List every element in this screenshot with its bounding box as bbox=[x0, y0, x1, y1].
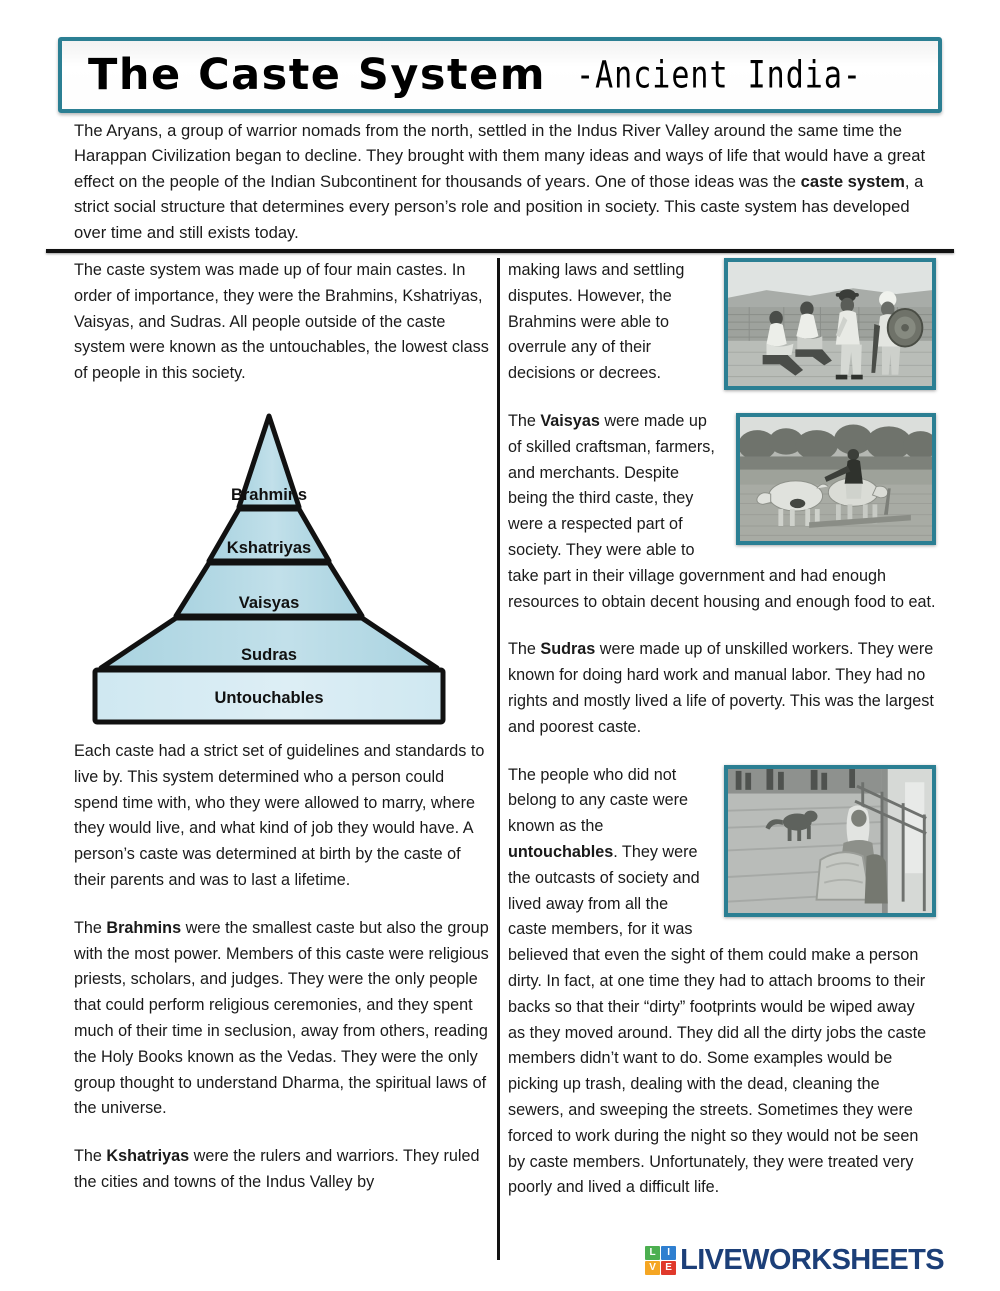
photo-vaisyas-farmer-oxen bbox=[736, 413, 936, 545]
horizontal-divider bbox=[46, 249, 954, 253]
sudras-bold-term: Sudras bbox=[540, 640, 596, 659]
vaisyas-bold-term: Vaisyas bbox=[540, 411, 600, 430]
caste-pyramid-diagram bbox=[86, 409, 451, 729]
logo-square-v: V bbox=[645, 1261, 660, 1275]
right-sudras-paragraph bbox=[508, 637, 936, 740]
untouchables-lead-text: The people who did not belong to any caste were known as the bbox=[508, 765, 688, 836]
vaisyas-lead-text: The bbox=[508, 411, 541, 430]
liveworksheets-logo-squares bbox=[645, 1246, 676, 1275]
logo-square-l: L bbox=[645, 1246, 660, 1260]
title-banner bbox=[58, 37, 942, 113]
left-kshatriyas-paragraph bbox=[74, 1144, 492, 1196]
intro-text-part2: , a strict social structure that determines every person’s role and position in society. This caste system has developed over time and still exists today. bbox=[74, 171, 924, 242]
pyramid-label-untouchables: Untouchables bbox=[214, 688, 324, 707]
liveworksheets-wordmark: LIVEWORKSHEETS bbox=[680, 1243, 944, 1276]
sudras-lead-text: The bbox=[508, 640, 541, 659]
pyramid-label-vaisyas: Vaisyas bbox=[238, 593, 300, 612]
brahmins-lead-text: The bbox=[74, 918, 107, 937]
pyramid-label-kshatriyas: Kshatriyas bbox=[226, 538, 312, 557]
page-title: The Caste System bbox=[88, 49, 547, 100]
brahmins-body-text: were the smallest caste but also the group with the most power. Members of this caste were religious priests, scholars, and judges. They were the only people that could perform religious ceremonies, and they spent much of their time in seclusion, away from others, reading the Holy Books known as the Vedas. They were the only group thought to understand Dharma, the spiritual laws of the universe. bbox=[74, 918, 489, 1118]
pyramid-label-brahmins: Brahmins bbox=[230, 485, 308, 504]
intro-paragraph bbox=[74, 118, 936, 245]
intro-text-part1: The Aryans, a group of warrior nomads from the north, settled in the Indus River Valley around the same time the Harappan Civilization began to decline. They brought with them many ideas and ways of life that would have a great effect on the people of the Indian Subcontinent for thousands of years. One of those ideas was the bbox=[74, 121, 926, 191]
brahmins-bold-term: Brahmins bbox=[106, 918, 182, 937]
logo-square-i: I bbox=[661, 1246, 676, 1260]
pyramid-label-sudras: Sudras bbox=[241, 645, 297, 664]
left-column bbox=[74, 258, 492, 1218]
liveworksheets-logo[interactable] bbox=[645, 1243, 944, 1277]
page-subtitle: -Ancient India- bbox=[576, 53, 862, 97]
untouchables-bold-term: untouchables bbox=[508, 842, 614, 861]
right-kshatriyas-continued-paragraph: making laws and settling disputes. However, the Brahmins were able to overrule any of their decisions or decrees. bbox=[508, 261, 685, 383]
left-guidelines-paragraph: Each caste had a strict set of guidelines and standards to live by. This system determined who a person could spend time with, who they were allowed to marry, where they would live, and what kind of job they would have. A person’s caste was determined at birth by the caste of their parents and was to last a lifetime. bbox=[74, 741, 485, 889]
photo-brahmins-kshatriyas-engraving bbox=[724, 258, 936, 390]
kshatriyas-body-text: were the rulers and warriors. They ruled the cities and towns of the Indus Valley by bbox=[74, 1147, 480, 1191]
logo-square-e: E bbox=[661, 1261, 676, 1275]
vaisyas-body-text: were made up of skilled craftsman, farmers, and merchants. Despite being the third caste, they were a respected part of society. They were able to take part in their village government and had enough resources to obtain decent housing and enough food to eat. bbox=[508, 411, 936, 611]
sudras-body-text: were made up of unskilled workers. They were known for doing hard work and manual labor. They had no rights and mostly lived a life of poverty. This was the largest and poorest caste. bbox=[508, 640, 934, 736]
right-column bbox=[508, 258, 936, 1223]
vertical-column-divider bbox=[497, 258, 500, 1260]
left-intro-paragraph: The caste system was made up of four main castes. In order of importance, they were the Brahmins, Kshatriyas, Vaisyas, and Sudras. All people outside of the caste system were known as the untouchables, the lowest class of people in this society. bbox=[74, 261, 489, 383]
photo-untouchables-street bbox=[724, 765, 936, 917]
left-brahmins-paragraph bbox=[74, 916, 492, 1122]
kshatriyas-bold-term: Kshatriyas bbox=[106, 1147, 190, 1166]
intro-bold-caste-system: caste system bbox=[800, 171, 905, 191]
untouchables-body-text: . They were the outcasts of society and lived away from all the caste members, for it was believed that even the sight of them could make a person dirty. In fact, at one time they had to attach brooms to their backs so that their “dirty” footprints would be wiped away as they moved around. They did all the dirty jobs the caste members didn’t want to do. Some examples would be picking up trash, dealing with the dead, cleaning the sewers, and sweeping the streets. Sometimes they were forced to work during the night so they would not be seen by caste members. Unfortunately, they were treated very poorly and lived a difficult life. bbox=[508, 842, 927, 1197]
kshatriyas-lead-text: The bbox=[74, 1147, 107, 1166]
